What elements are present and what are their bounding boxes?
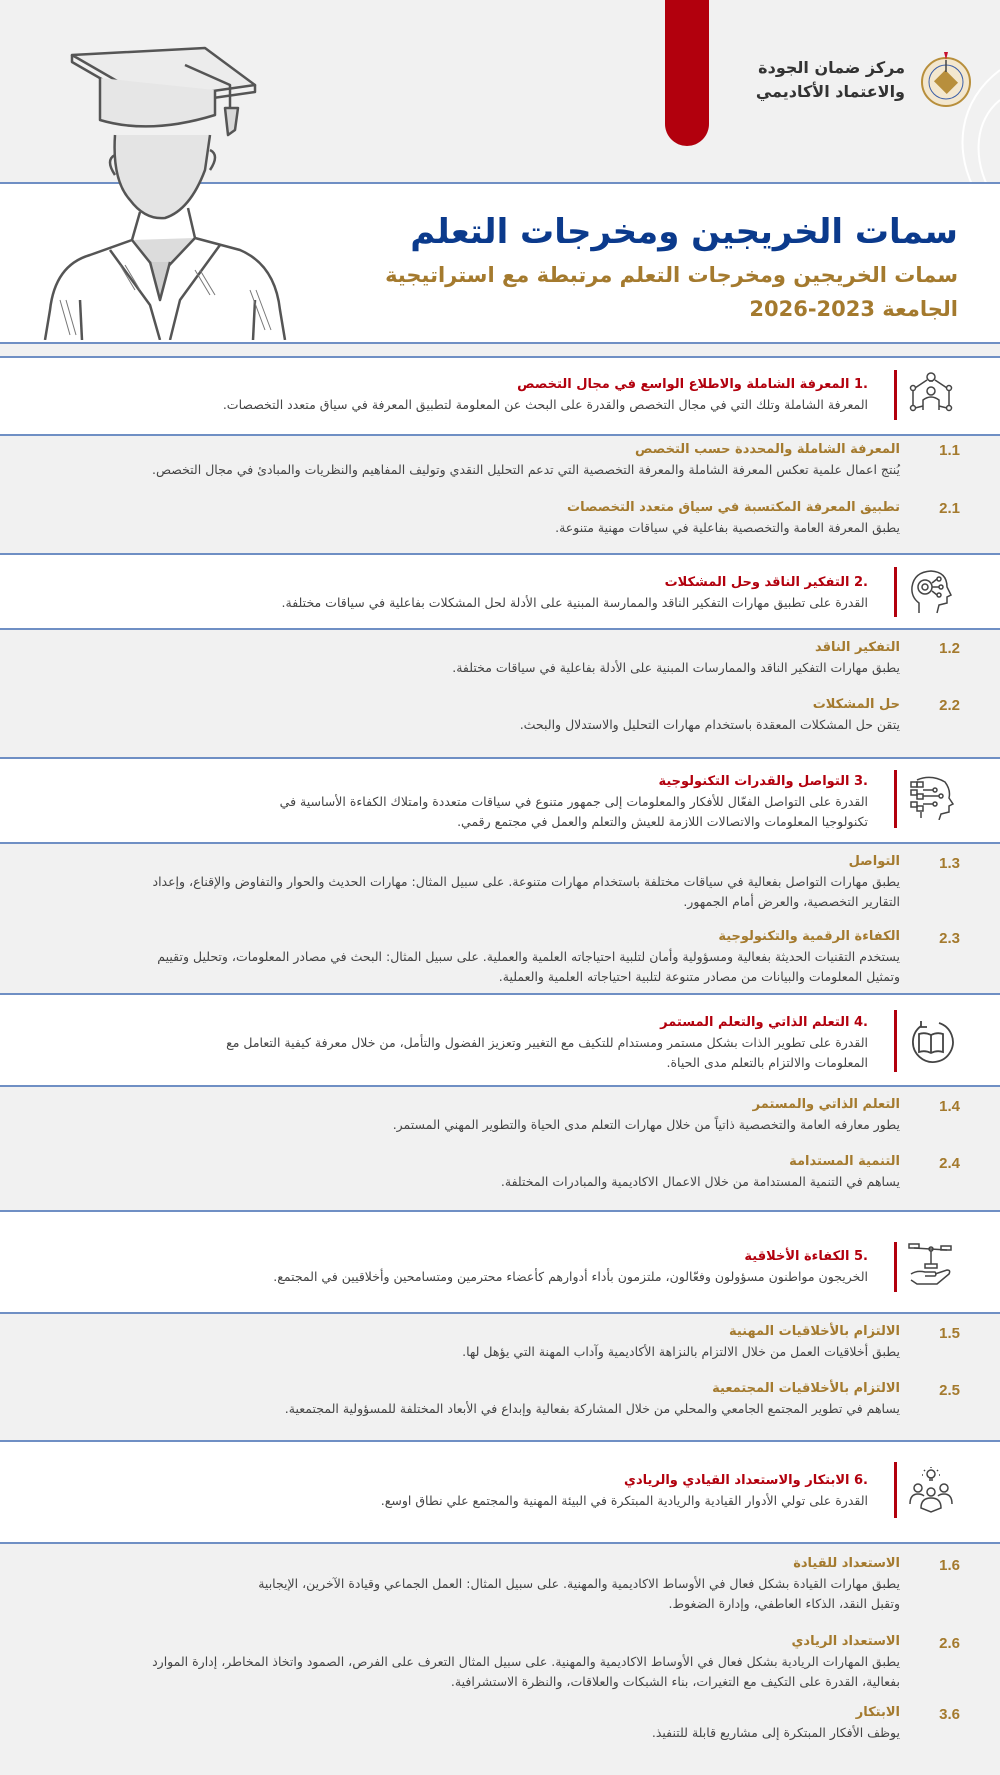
outcome-description-line1: يطبق مهارات التواصل بفعالية في سياقات مختلفة باستخدام مهارات متنوعة. على سبيل المثال: مهارات الحديث والحوار والتفاوض والإقناع، وإعداد <box>152 874 900 889</box>
outcome-number: 2.2 <box>939 697 960 714</box>
outcome-number: 1.4 <box>939 1098 960 1115</box>
section-title: .6 الابتكار والاستعداد القيادي والريادي <box>624 1473 868 1488</box>
outcome-number: 2.5 <box>939 1382 960 1399</box>
outcome-number: 2.4 <box>939 1155 960 1172</box>
outcome-2-5 <box>20 1379 900 1419</box>
section-accent-bar <box>894 567 897 617</box>
section-title: .1 المعرفة الشاملة والاطلاع الواسع في مجال التخصص <box>517 377 868 392</box>
outcome-number: 3.6 <box>939 1706 960 1723</box>
outcome-number: 2.1 <box>939 500 960 517</box>
section-description: القدرة على تولي الأدوار القيادية والريادية المبتكرة في البيئة المهنية والمجتمع علي نطاق اوسع. <box>380 1493 868 1508</box>
section-description-line1: القدرة على التواصل الفعّال للأفكار والمعلومات إلى جمهور متنوع في سياقات متعددة وامتلاك الكفاءة الأساسية في <box>279 794 868 809</box>
outcome-number: 1.1 <box>939 442 960 459</box>
outcome-2-4 <box>20 1152 900 1192</box>
outcome-title: التواصل <box>848 854 900 869</box>
team-idea-icon <box>907 1466 955 1514</box>
outcome-3-6 <box>20 1703 900 1743</box>
outcome-description-line1: يطبق المهارات الريادية بشكل فعال في الأوساط الاكاديمية والمهنية. على سبيل المثال التعرف على الفرص، الصمود واتخاذ المخاطر، إدارة الموارد <box>152 1654 900 1669</box>
outcome-number: 1.6 <box>939 1557 960 1574</box>
outcome-number: 1.5 <box>939 1325 960 1342</box>
section-6-text <box>48 1471 868 1511</box>
book-cycle-icon <box>907 1018 955 1066</box>
section-description-line1: القدرة على تطوير الذات بشكل مستمر ومستدام للتكيف مع التغيير وتعزيز الفضول والتأمل، من خلال معرفة كيفية التعامل مع <box>226 1035 868 1050</box>
divider <box>0 1312 1000 1314</box>
outcome-title: الابتكار <box>855 1705 900 1720</box>
outcome-1-3 <box>20 852 900 912</box>
organization-name <box>645 56 905 104</box>
outcome-1-6 <box>20 1554 900 1614</box>
outcome-title: حل المشكلات <box>812 697 900 712</box>
outcome-2-1 <box>20 498 900 538</box>
outcome-2-3 <box>20 927 900 987</box>
outcome-2-2 <box>20 695 900 735</box>
outcome-number: 2.3 <box>939 930 960 947</box>
outcome-title: الالتزام بالأخلاقيات المهنية <box>728 1324 900 1339</box>
section-accent-bar <box>894 1462 897 1518</box>
outcome-description: يطور معارفه العامة والتخصصية ذاتياً من خلال مهارات التعلم مدى الحياة والتطوير المهني المستمر. <box>392 1117 900 1132</box>
section-1-text <box>48 375 868 415</box>
outcome-number: 1.2 <box>939 640 960 657</box>
outcome-title: الاستعداد للقيادة <box>793 1556 900 1571</box>
section-description-line2: تكنولوجيا المعلومات والاتصالات اللازمة للعيش والتعلم والعمل في مجتمع رقمي. <box>457 814 868 829</box>
outcome-description-line1: يطبق مهارات القيادة بشكل فعال في الأوساط الاكاديمية والمهنية. على سبيل المثال: العمل الجماعي وقيادة الآخرين، الإيجابية <box>258 1576 900 1591</box>
university-logo <box>920 50 972 108</box>
outcome-description-line2: وتقبل النقد، الذكاء العاطفي، وإدارة الضغوط. <box>668 1596 900 1611</box>
divider <box>0 1542 1000 1544</box>
outcome-title: المعرفة الشاملة والمحددة حسب التخصص <box>635 442 900 457</box>
section-title: .3 التواصل والقدرات التكنولوجية <box>658 774 868 789</box>
outcome-description: يُنتج اعمال علمية تعكس المعرفة الشاملة والمعرفة التخصصية التي تدعم التحليل النقدي وتوليف المفاهيم والنظريات والمبادئ في مجال التخصص. <box>151 462 900 477</box>
outcome-title: التفكير الناقد <box>814 640 900 655</box>
section-accent-bar <box>894 1242 897 1292</box>
outcome-title: الالتزام بالأخلاقيات المجتمعية <box>712 1381 900 1396</box>
outcome-description-line2: وتمثيل المعلومات والبيانات من مصادر متنوعة لتلبية احتياجاته العلمية والعملية. <box>498 969 900 984</box>
graduate-illustration-icon <box>20 40 310 340</box>
section-title: .5 الكفاءة الأخلاقية <box>744 1249 868 1264</box>
divider <box>0 842 1000 844</box>
section-title: .2 التفكير الناقد وحل المشكلات <box>664 575 868 590</box>
divider <box>0 434 1000 436</box>
outcome-title: الاستعداد الريادي <box>791 1634 900 1649</box>
outcome-description: يوظف الأفكار المبتكرة إلى مشاريع قابلة للتنفيذ. <box>651 1725 900 1740</box>
org-name-line2: والاعتماد الأكاديمي <box>755 82 905 101</box>
outcome-1-2 <box>20 638 900 678</box>
section-5-text <box>48 1247 868 1287</box>
section-4-text <box>48 1013 868 1073</box>
outcome-description: يتقن حل المشكلات المعقدة باستخدام مهارات التحليل والاستدلال والبحث. <box>519 717 900 732</box>
outcome-description: يساهم في تطوير المجتمع الجامعي والمحلي من خلال المشاركة بفعالية وإبداع في الأبعاد المختلفة للمسؤولية المجتمعية. <box>284 1401 900 1416</box>
section-3-text <box>48 772 868 832</box>
subtitle-line1: سمات الخريجين ومخرجات التعلم مرتبطة مع استراتيجية <box>385 263 958 287</box>
outcome-title: تطبيق المعرفة المكتسبة في سياق متعدد التخصصات <box>567 500 900 515</box>
section-title: .4 التعلم الذاتي والتعلم المستمر <box>660 1015 868 1030</box>
outcome-title: التعلم الذاتي والمستمر <box>752 1097 900 1112</box>
outcome-1-4 <box>20 1095 900 1135</box>
outcome-title: التنمية المستدامة <box>789 1154 900 1169</box>
outcome-1-1 <box>20 440 900 480</box>
page-subtitle <box>338 258 958 326</box>
outcome-description: يساهم في التنمية المستدامة من خلال الاعمال الاكاديمية والمبادرات المختلفة. <box>500 1174 900 1189</box>
outcome-description: يطبق مهارات التفكير الناقد والممارسات المبنية على الأدلة بفاعلية في سياقات مختلفة. <box>452 660 900 675</box>
outcome-title: الكفاءة الرقمية والتكنولوجية <box>718 929 900 944</box>
section-description-line2: المعلومات والالتزام بالتعلم مدى الحياة. <box>666 1055 868 1070</box>
divider <box>0 1085 1000 1087</box>
outcome-2-6 <box>20 1632 900 1692</box>
outcome-description-line2: بفعالية، القدرة على التكيف مع التغيرات، بناء الشبكات والعلاقات، والنظرة الاستشرافية. <box>450 1674 900 1689</box>
section-accent-bar <box>894 370 897 420</box>
outcome-description-line1: يستخدم التقنيات الحديثة بفعالية ومسؤولية وأمان لتلبية احتياجاته العلمية والعملية. على سبيل المثال: البحث في مصادر المعلومات، وتحليل وتقييم <box>157 949 900 964</box>
outcome-number: 1.3 <box>939 855 960 872</box>
outcome-description: يطبق المعرفة العامة والتخصصية بفاعلية في سياقات مهنية متنوعة. <box>555 520 900 535</box>
section-2-text <box>48 573 868 613</box>
university-seal-icon <box>920 50 972 108</box>
org-name-line1: مركز ضمان الجودة <box>758 58 905 77</box>
head-circuit-icon <box>907 772 955 820</box>
outcome-description-line2: التقارير التخصصية، والعرض أمام الجمهور. <box>683 894 900 909</box>
section-accent-bar <box>894 1010 897 1072</box>
outcome-1-5 <box>20 1322 900 1362</box>
outcome-number: 2.6 <box>939 1635 960 1652</box>
head-gears-icon <box>907 567 955 615</box>
divider <box>0 628 1000 630</box>
section-description: الخريجون مواطنون مسؤولون وفعّالون، ملتزمون بأداء أدوارهم كأعضاء محترمين ومتسامحين وأخلاقيين في المجتمع. <box>273 1269 868 1284</box>
section-description: المعرفة الشاملة وتلك التي في مجال التخصص والقدرة على البحث عن المعلومة لتطبيق المعرفة في سياق متعدد التخصصات. <box>222 397 868 412</box>
page-title: سمات الخريجين ومخرجات التعلم <box>410 212 958 252</box>
subtitle-line2: الجامعة 2023-2026 <box>749 297 958 321</box>
section-description: القدرة على تطبيق مهارات التفكير الناقد والممارسة المبنية على الأدلة لحل المشكلات بفاعلية في سياقات مختلفة. <box>281 595 868 610</box>
knowledge-network-icon <box>907 370 955 418</box>
section-accent-bar <box>894 770 897 828</box>
scale-hand-icon <box>907 1240 955 1288</box>
outcome-description: يطبق أخلاقيات العمل من خلال الالتزام بالنزاهة الأكاديمية وآداب المهنة التي يؤهل لها. <box>462 1344 900 1359</box>
divider <box>0 342 1000 344</box>
